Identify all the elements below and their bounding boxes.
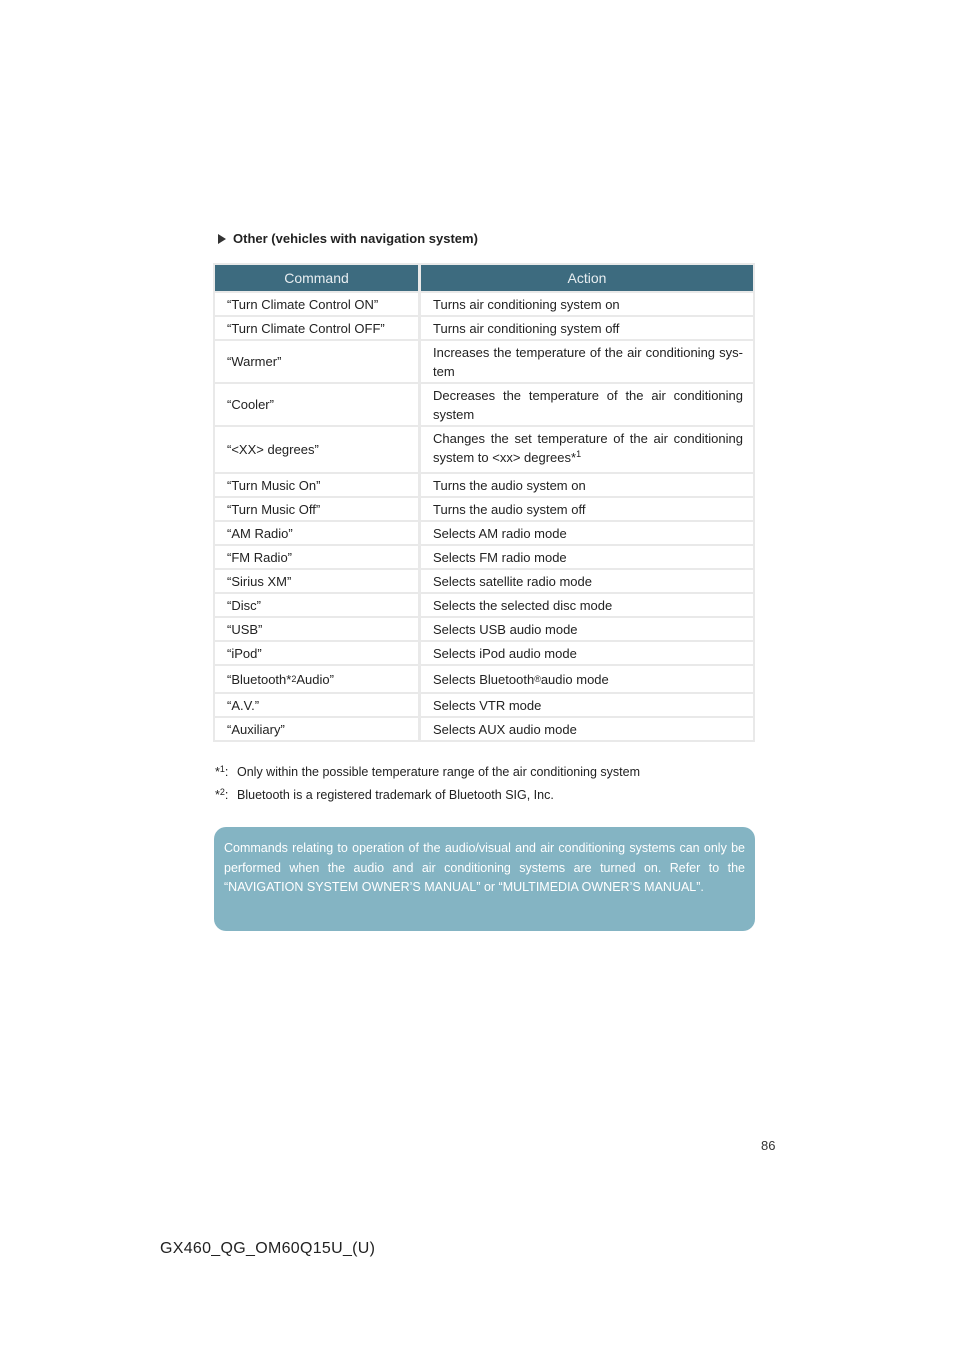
footnote-ref: 1	[576, 449, 582, 459]
info-note-box	[214, 827, 755, 931]
action-cell: Selects AM radio mode	[421, 522, 753, 544]
footnote-text: Bluetooth is a registered trademark of Bluetooth SIG, Inc.	[237, 787, 554, 802]
command-cell: “Warmer”	[215, 341, 418, 382]
action-cell: Selects satellite radio mode	[421, 570, 753, 592]
action-cell: Selects the selected disc mode	[421, 594, 753, 616]
action-text: Selects Bluetooth	[433, 671, 535, 687]
action-text: Changes the set temperature of the air conditioning system to <xx> degrees*	[433, 431, 743, 465]
command-text: Audio”	[296, 671, 334, 687]
table-row	[215, 498, 753, 520]
command-text: “Bluetooth*	[227, 671, 292, 687]
action-cell: Decreases the temperature of the air conditioning system	[421, 384, 753, 425]
action-cell: Selects USB audio mode	[421, 618, 753, 640]
footnote-colon: :	[224, 764, 229, 779]
command-cell: “Turn Climate Control OFF”	[215, 317, 418, 339]
table-row	[215, 666, 753, 692]
command-cell: “Turn Music Off”	[215, 498, 418, 520]
section-heading	[218, 231, 478, 246]
action-cell: Selects FM radio mode	[421, 546, 753, 568]
section-heading-text: Other (vehicles with navigation system)	[233, 231, 478, 246]
action-cell: Turns air conditioning system off	[421, 317, 753, 339]
footnote-2	[215, 783, 640, 806]
column-header-command: Command	[215, 265, 418, 291]
footnote-number: 1	[219, 763, 225, 774]
footnote-marker	[215, 765, 237, 779]
command-cell: “USB”	[215, 618, 418, 640]
footnote-asterisk: *	[215, 787, 220, 802]
command-cell: “<XX> degrees”	[215, 427, 418, 472]
note-text: Commands relating to operation of the audio/visual and air conditioning systems can only be performed when the audio and air conditioning systems are turned on. Refer to the “NAVIGATION SYSTEM OWNER’S MANUAL” or “MULTIMEDIA OWNER’S MANUAL”.	[224, 841, 745, 894]
action-cell	[421, 427, 753, 472]
table-row	[215, 341, 753, 382]
command-cell: “A.V.”	[215, 694, 418, 716]
action-cell: Selects VTR mode	[421, 694, 753, 716]
table-row	[215, 718, 753, 740]
action-cell: Turns air conditioning system on	[421, 293, 753, 315]
footnote-colon: :	[224, 787, 229, 802]
command-cell: “iPod”	[215, 642, 418, 664]
action-text: audio mode	[540, 671, 609, 687]
table-row	[215, 293, 753, 315]
command-cell: “Turn Climate Control ON”	[215, 293, 418, 315]
table-row	[215, 694, 753, 716]
footnote-1	[215, 760, 640, 783]
footnote-number: 2	[219, 786, 225, 797]
table-row	[215, 546, 753, 568]
document-code: GX460_QG_OM60Q15U_(U)	[160, 1240, 376, 1257]
action-cell: Turns the audio system off	[421, 498, 753, 520]
action-cell: Selects Bluetooth ® audio mode	[421, 666, 753, 692]
triangle-bullet-icon	[218, 234, 226, 244]
command-cell: “Bluetooth* 2 Audio”	[215, 666, 418, 692]
action-cell: Selects iPod audio mode	[421, 642, 753, 664]
column-header-action: Action	[421, 265, 753, 291]
voice-command-table	[213, 263, 755, 742]
command-cell: “Turn Music On”	[215, 474, 418, 496]
table-row	[215, 317, 753, 339]
table-row	[215, 427, 753, 472]
page-number: 86	[761, 1138, 776, 1153]
footnote-text: Only within the possible temperature range of the air conditioning system	[237, 764, 640, 779]
footnote-asterisk: *	[215, 764, 220, 779]
table-row	[215, 618, 753, 640]
command-cell: “Disc”	[215, 594, 418, 616]
footnote-marker	[215, 788, 237, 802]
table-row	[215, 570, 753, 592]
action-cell: Increases the temperature of the air conditioning sys-tem	[421, 341, 753, 382]
table-row	[215, 522, 753, 544]
command-cell: “Cooler”	[215, 384, 418, 425]
command-cell: “AM Radio”	[215, 522, 418, 544]
action-cell: Selects AUX audio mode	[421, 718, 753, 740]
action-cell: Turns the audio system on	[421, 474, 753, 496]
table-row	[215, 642, 753, 664]
command-cell: “Auxiliary”	[215, 718, 418, 740]
table-row	[215, 594, 753, 616]
table-row	[215, 474, 753, 496]
command-cell: “Sirius XM”	[215, 570, 418, 592]
table-header	[215, 265, 753, 291]
footnotes	[215, 760, 640, 806]
command-cell: “FM Radio”	[215, 546, 418, 568]
table-row	[215, 384, 753, 425]
